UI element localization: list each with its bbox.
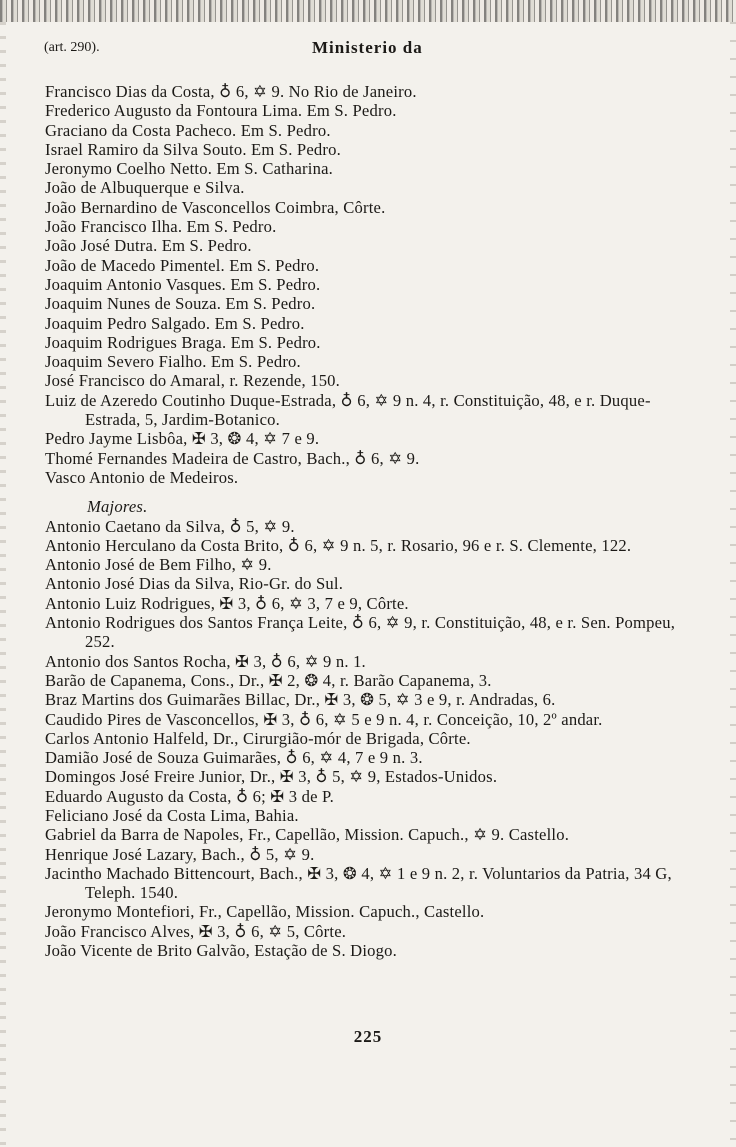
list-item: Frederico Augusto da Fontoura Lima. Em S. Pedro. xyxy=(45,101,397,121)
list-item: Feliciano José da Costa Lima, Bahia. xyxy=(45,805,299,825)
list-item: Jeronymo Coelho Netto. Em S. Catharina. xyxy=(45,159,334,179)
list-item: João Bernardino de Vasconcellos Coimbra, Côrte. xyxy=(45,197,386,217)
list-item: Graciano da Costa Pacheco. Em S. Pedro. xyxy=(45,120,331,140)
list-item: João de Albuquerque e Silva. xyxy=(45,178,245,198)
list-item: Joaquim Nunes de Souza. Em S. Pedro. xyxy=(45,294,316,314)
list-item: Gabriel da Barra de Napoles, Fr., Capellão, Mission. Capuch., ✡ 9. Castello. xyxy=(45,825,570,845)
list-item: Jacintho Machado Bittencourt, Bach., ✠ 3, ❂ 4, ✡ 1 e 9 n. 2, r. Voluntarios da Patria, 34 G, Teleph. 1540. xyxy=(45,863,672,903)
list-item: João José Dutra. Em S. Pedro. xyxy=(45,236,252,256)
list-item: Israel Ramiro da Silva Souto. Em S. Pedro. xyxy=(45,139,341,159)
list-item: João Vicente de Brito Galvão, Estação de S. Diogo. xyxy=(45,941,398,961)
entry-list-group2 xyxy=(45,517,693,961)
list-item: Pedro Jayme Lisbôa, ✠ 3, ❂ 4, ✡ 7 e 9. xyxy=(45,429,320,449)
list-item: Francisco Dias da Costa, ♁ 6, ✡ 9. No Rio de Janeiro. xyxy=(45,82,417,101)
section-heading: Majores. xyxy=(87,497,148,517)
list-item: Antonio Rodrigues dos Santos França Leite, ♁ 6, ✡ 9, r. Constituição, 48, e r. Sen. Pompeu, 252. xyxy=(45,613,676,652)
page-body xyxy=(45,82,693,960)
list-item: Joaquim Severo Fialho. Em S. Pedro. xyxy=(45,352,301,372)
list-item: Jeronymo Montefiori, Fr., Capellão, Mission. Capuch., Castello. xyxy=(45,902,485,922)
list-item: Luiz de Azeredo Coutinho Duque-Estrada, ♁ 6, ✡ 9 n. 4, r. Constituição, 48, e r. Duque-Estrada, 5, Jardim-Botanico. xyxy=(45,390,651,430)
list-item: Eduardo Augusto da Costa, ♁ 6; ✠ 3 de P. xyxy=(45,786,334,806)
page-title: Ministerio da xyxy=(312,38,423,57)
list-item: João Francisco Alves, ✠ 3, ♁ 6, ✡ 5, Côrte. xyxy=(45,921,347,941)
list-item: Vasco Antonio de Medeiros. xyxy=(45,467,239,487)
list-item: Antonio Caetano da Silva, ♁ 5, ✡ 9. xyxy=(45,516,295,536)
section-reference: (art. 290). xyxy=(44,40,100,55)
scan-left-edge xyxy=(0,22,6,1147)
list-item: Antonio José de Bem Filho, ✡ 9. xyxy=(45,555,272,575)
list-item: Joaquim Pedro Salgado. Em S. Pedro. xyxy=(45,313,305,333)
list-item: Barão de Capanema, Cons., Dr., ✠ 2, ❂ 4, r. Barão Capanema, 3. xyxy=(45,670,492,690)
list-item: João de Macedo Pimentel. Em S. Pedro. xyxy=(45,255,320,275)
list-item: Caudido Pires de Vasconcellos, ✠ 3, ♁ 6, ✡ 5 e 9 n. 4, r. Conceição, 10, 2º andar. xyxy=(45,709,603,729)
list-item: Antonio Herculano da Costa Brito, ♁ 6, ✡ 9 n. 5, r. Rosario, 96 e r. S. Clemente, 122. xyxy=(45,535,632,555)
scan-top-noise xyxy=(0,0,736,22)
page-number: 225 xyxy=(353,1027,383,1046)
running-head xyxy=(44,38,704,62)
scan-right-edge xyxy=(730,22,736,1147)
list-item: Joaquim Antonio Vasques. Em S. Pedro. xyxy=(45,274,321,294)
list-item: Henrique José Lazary, Bach., ♁ 5, ✡ 9. xyxy=(45,844,315,864)
list-item: Braz Martins dos Guimarães Billac, Dr., ✠ 3, ❂ 5, ✡ 3 e 9, r. Andradas, 6. xyxy=(45,690,556,710)
list-item: Thomé Fernandes Madeira de Castro, Bach., ♁ 6, ✡ 9. xyxy=(45,448,420,468)
list-item: Damião José de Souza Guimarães, ♁ 6, ✡ 4, 7 e 9 n. 3. xyxy=(45,748,423,768)
list-item: Joaquim Rodrigues Braga. Em S. Pedro. xyxy=(45,332,321,352)
entry-list-group1 xyxy=(45,82,693,487)
list-item: Carlos Antonio Halfeld, Dr., Cirurgião-mór de Brigada, Côrte. xyxy=(45,728,471,748)
list-item: Antonio Luiz Rodrigues, ✠ 3, ♁ 6, ✡ 3, 7 e 9, Côrte. xyxy=(45,593,409,613)
list-item: José Francisco do Amaral, r. Rezende, 150. xyxy=(45,371,341,391)
list-item: Antonio dos Santos Rocha, ✠ 3, ♁ 6, ✡ 9 n. 1. xyxy=(45,651,366,671)
list-item: Antonio José Dias da Silva, Rio-Gr. do Sul. xyxy=(45,574,344,594)
list-item: João Francisco Ilha. Em S. Pedro. xyxy=(45,217,277,237)
list-item: Domingos José Freire Junior, Dr., ✠ 3, ♁ 5, ✡ 9, Estados-Unidos. xyxy=(45,767,498,787)
